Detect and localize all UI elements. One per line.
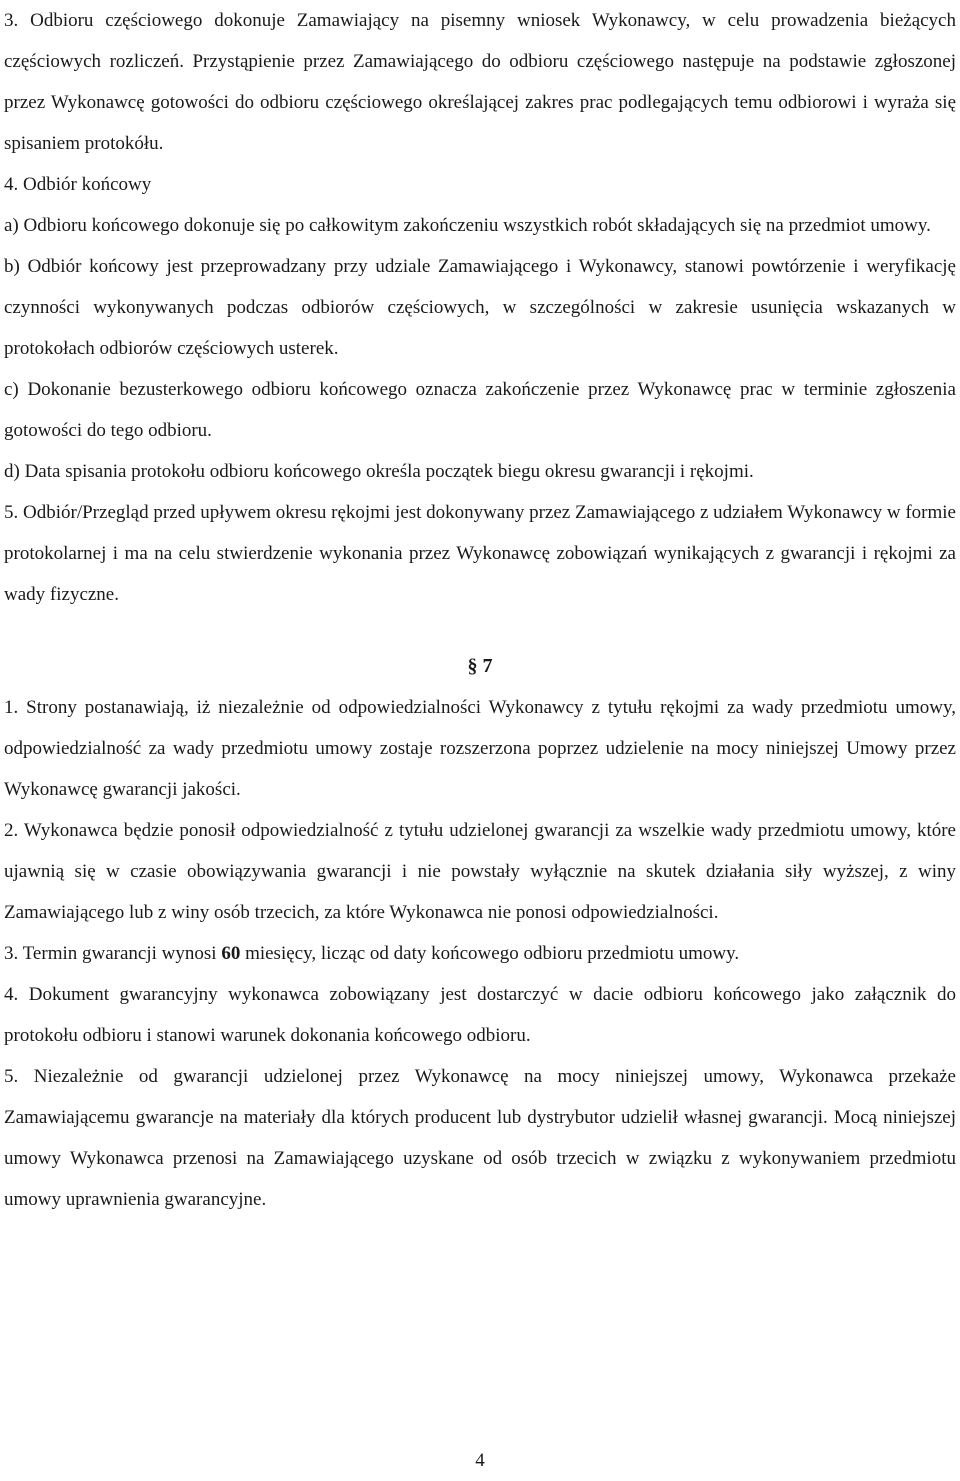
section-7-paragraph-4: 4. Dokument gwarancyjny wykonawca zobowiązany jest dostarczyć w dacie odbioru końcowego jako załącznik do protokołu odbioru i stanowi warunek dokonania końcowego odbioru.: [4, 984, 956, 1046]
section-7-heading: § 7: [467, 655, 493, 677]
paragraph-4b: b) Odbiór końcowy jest przeprowadzany przy udziale Zamawiającego i Wykonawcy, stanowi powtórzenie i weryfikację czynności wykonywanych podczas odbiorów częściowych, w szczególności w zakresie usunięcia wskazanych w protokołach odbiorów częściowych usterek.: [4, 256, 956, 359]
paragraph-4-final-acceptance-heading: 4. Odbiór końcowy: [4, 174, 152, 195]
paragraph-4d: d) Data spisania protokołu odbioru końcowego określa początek biegu okresu gwarancji i rękojmi.: [4, 461, 754, 482]
section-7-paragraph-3: [4, 933, 956, 974]
paragraph-4a: a) Odbioru końcowego dokonuje się po całkowitym zakończeniu wszystkich robót składających się na przedmiot umowy.: [4, 215, 931, 236]
page-number: 4: [475, 1450, 485, 1471]
warranty-term-prefix: 3. Termin gwarancji wynosi: [4, 943, 222, 964]
warranty-term-suffix: miesięcy, licząc od daty końcowego odbioru przedmiotu umowy.: [240, 943, 740, 964]
warranty-months-value: 60: [221, 943, 241, 964]
paragraph-4c: c) Dokonanie bezusterkowego odbioru końcowego oznacza zakończenie przez Wykonawcę prac w terminie zgłoszenia gotowości do tego odbioru.: [4, 379, 956, 441]
section-7-paragraph-2: 2. Wykonawca będzie ponosił odpowiedzialność z tytułu udzielonej gwarancji za wszelkie wady przedmiotu umowy, które ujawnią się w czasie obowiązywania gwarancji i nie powstały wyłącznie na skutek działania siły wyższej, z winy Zamawiającego lub z winy osób trzecich, za które Wykonawca nie ponosi odpowiedzialności.: [4, 820, 956, 923]
paragraph-3-partial-acceptance: 3. Odbioru częściowego dokonuje Zamawiający na pisemny wniosek Wykonawcy, w celu prowadzenia bieżących częściowych rozliczeń. Przystąpienie przez Zamawiającego do odbioru częściowego następuje na podstawie zgłoszonej przez Wykonawcę gotowości do odbioru częściowego określającej zakres prac podlegających temu odbiorowi i wyraża się spisaniem protokółu.: [4, 10, 956, 154]
section-7-paragraph-1: 1. Strony postanawiają, iż niezależnie od odpowiedzialności Wykonawcy z tytułu rękojmi za wady przedmiotu umowy, odpowiedzialność za wady przedmiotu umowy zostaje rozszerzona poprzez udzielenie na mocy niniejszej Umowy przez Wykonawcę gwarancji jakości.: [4, 697, 956, 800]
paragraph-5-review: 5. Odbiór/Przegląd przed upływem okresu rękojmi jest dokonywany przez Zamawiającego z udziałem Wykonawcy w formie protokolarnej i ma na celu stwierdzenie wykonania przez Wykonawcę zobowiązań wynikających z gwarancji i rękojmi za wady fizyczne.: [4, 502, 956, 605]
section-7-paragraph-5: 5. Niezależnie od gwarancji udzielonej przez Wykonawcę na mocy niniejszej umowy, Wykonawca przekaże Zamawiającemu gwarancje na materiały dla których producent lub dystrybutor udzielił własnej gwarancji. Mocą niniejszej umowy Wykonawca przenosi na Zamawiającego uzyskane od osób trzecich w związku z wykonywaniem przedmiotu umowy uprawnienia gwarancyjne.: [4, 1066, 956, 1210]
